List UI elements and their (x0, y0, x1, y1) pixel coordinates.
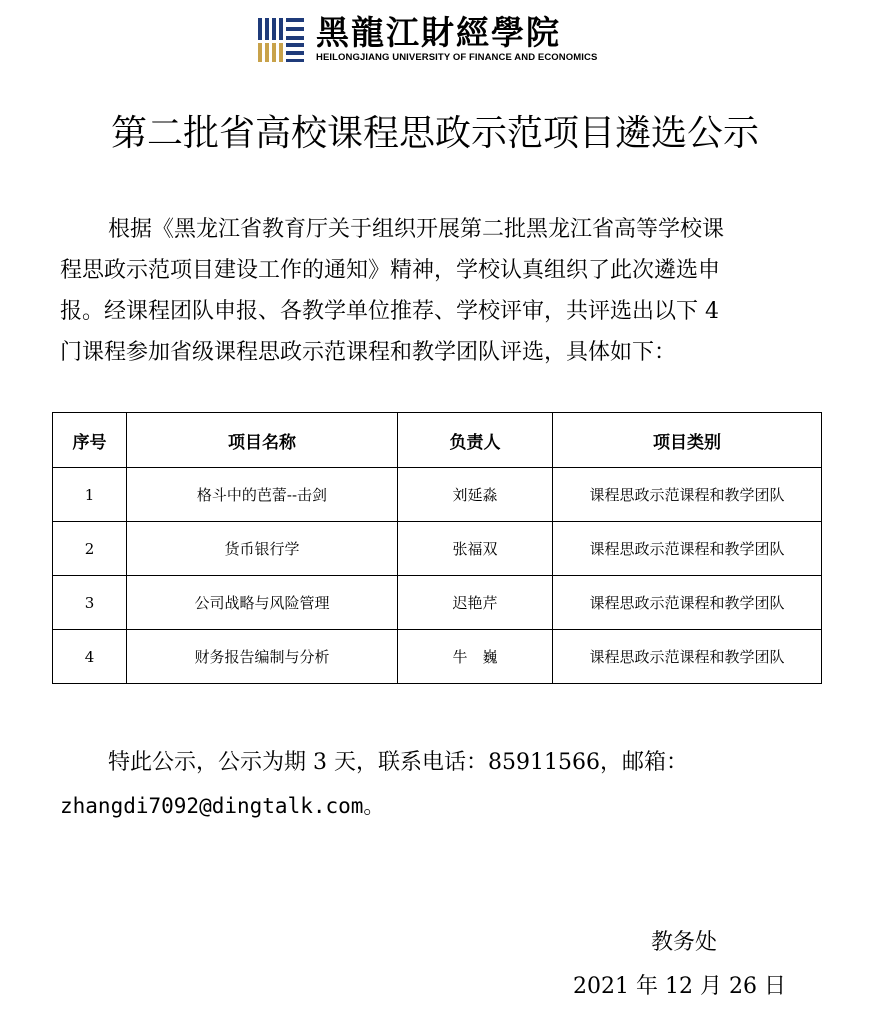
cell-leader: 刘延淼 (398, 468, 553, 522)
header-category: 项目类别 (553, 413, 822, 468)
table-row (53, 630, 822, 684)
cell-index: 2 (53, 522, 127, 576)
cell-project-name: 财务报告编制与分析 (127, 630, 398, 684)
university-logo-icon (258, 16, 306, 64)
cell-index: 1 (53, 468, 127, 522)
cell-project-name: 货币银行学 (127, 522, 398, 576)
header-index: 序号 (53, 413, 127, 468)
university-logo (258, 14, 598, 66)
project-table (52, 412, 822, 684)
cell-index: 4 (53, 630, 127, 684)
cell-leader: 张福双 (398, 522, 553, 576)
cell-category: 课程思政示范课程和教学团队 (553, 468, 822, 522)
header-leader: 负责人 (398, 413, 553, 468)
page-title: 第二批省高校课程思政示范项目遴选公示 (110, 113, 759, 154)
cell-project-name: 格斗中的芭蕾--击剑 (127, 468, 398, 522)
table-header-row (53, 413, 822, 468)
contact-email: zhangdi7092@dingtalk.com。 (60, 794, 385, 818)
cell-leader: 牛 巍 (398, 630, 553, 684)
cell-leader: 迟艳芹 (398, 576, 553, 630)
cell-project-name: 公司战略与风险管理 (127, 576, 398, 630)
intro-line-1: 根据《黑龙江省教育厅关于组织开展第二批黑龙江省高等学校课 (108, 217, 725, 242)
cell-category: 课程思政示范课程和教学团队 (553, 522, 822, 576)
university-name-cn: 黑龍江財經學院 (316, 13, 561, 52)
table-row (53, 522, 822, 576)
table-row (53, 576, 822, 630)
intro-line-4: 门课程参加省级课程思政示范课程和教学团队评选，具体如下： (60, 340, 677, 365)
university-name-en: HEILONGJIANG UNIVERSITY OF FINANCE AND ECONOMICS (316, 52, 598, 63)
cell-category: 课程思政示范课程和教学团队 (553, 630, 822, 684)
contact-notice: 特此公示，公示为期 3 天，联系电话：85911566，邮箱： (108, 750, 688, 775)
intro-line-2: 程思政示范项目建设工作的通知》精神，学校认真组织了此次遴选申 (60, 258, 721, 283)
header-project-name: 项目名称 (127, 413, 398, 468)
intro-line-3: 报。经课程团队申报、各教学单位推荐、学校评审，共评选出以下 4 (60, 299, 719, 324)
cell-index: 3 (53, 576, 127, 630)
table-row (53, 468, 822, 522)
signature-department: 教务处 (651, 930, 718, 955)
signature-date: 2021 年 12 月 26 日 (573, 974, 786, 999)
cell-category: 课程思政示范课程和教学团队 (553, 576, 822, 630)
